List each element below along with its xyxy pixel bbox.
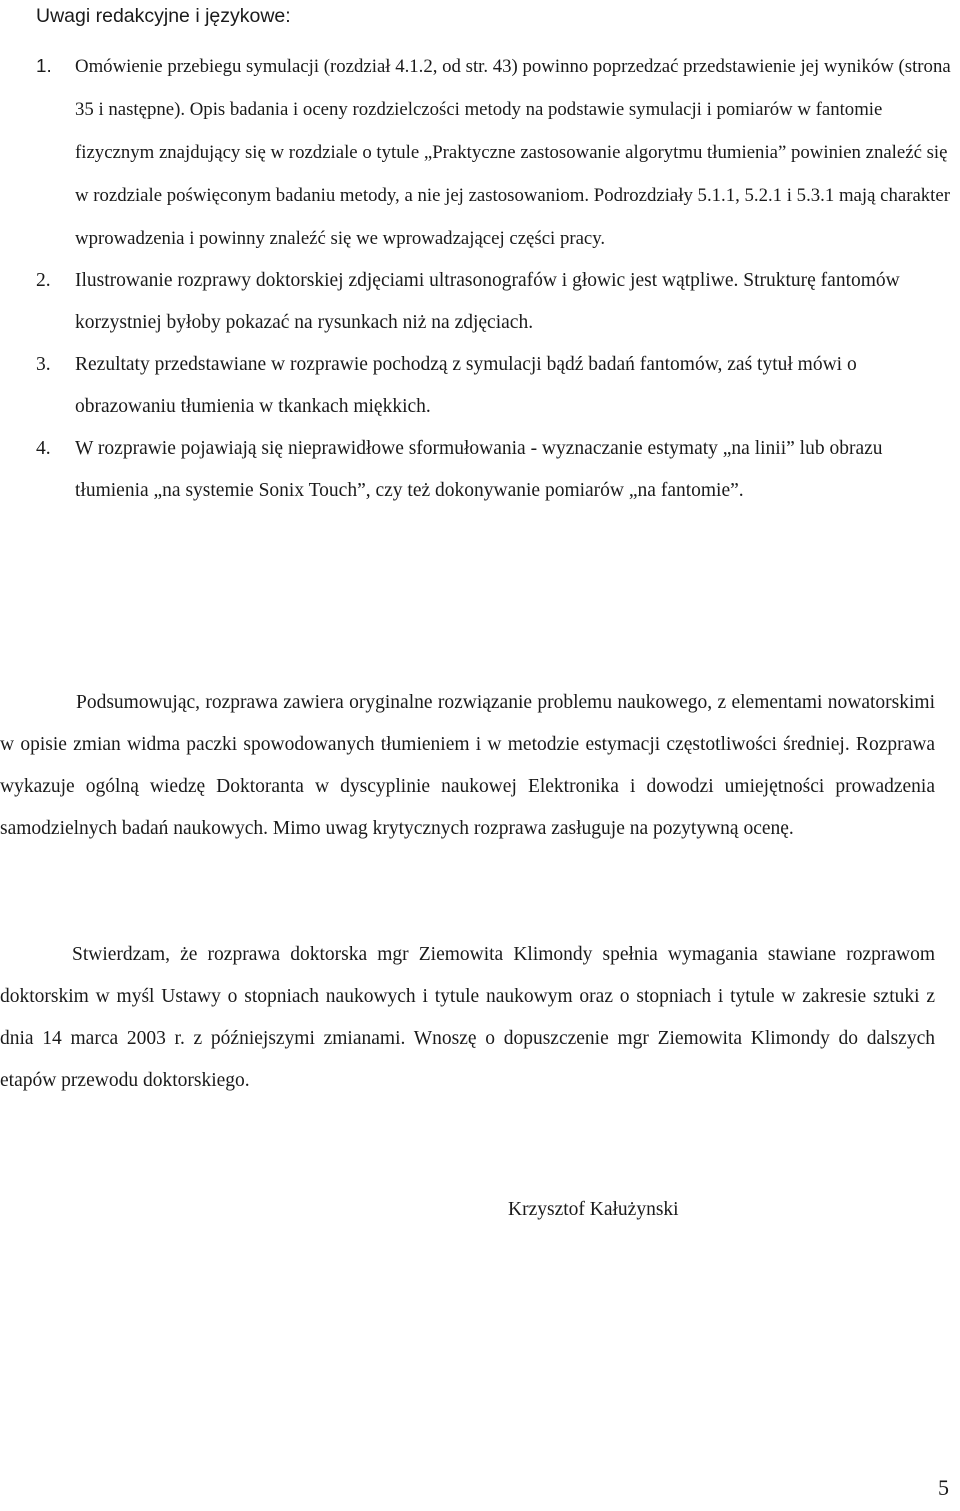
- remark-item: [36, 344, 951, 428]
- remark-number: 1.: [36, 55, 52, 76]
- remark-number: 4.: [36, 438, 51, 459]
- remark-item: [36, 260, 951, 344]
- remarks-list: [36, 45, 951, 512]
- remark-item: [36, 45, 951, 260]
- remark-text: W rozprawie pojawiają się nieprawidłowe sformułowania - wyznaczanie estymaty „na linii” lub obrazu tłumienia „na systemie Sonix Touch”, czy też dokonywanie pomiarów „na fantomie”.: [75, 438, 883, 501]
- summary-paragraph: Podsumowując, rozprawa zawiera oryginalne rozwiązanie problemu naukowego, z elementami nowatorskimi w opisie zmian widma paczki spowodowanych tłumieniem i w metodzie estymacji częstotliwości średniej. Rozprawa wykazuje ogólną wiedzę Doktoranta w dyscyplinie naukowej Elektronika i dowodzi umiejętności prowadzenia samodzielnych badań naukowych. Mimo uwag krytycznych rozprawa zasługuje na pozytywną ocenę.: [0, 692, 935, 839]
- remark-number: 2.: [36, 270, 51, 291]
- remark-text: Ilustrowanie rozprawy doktorskiej zdjęciami ultrasonografów i głowic jest wątpliwe. Strukturę fantomów korzystniej byłoby pokazać na rysunkach niż na zdjęciach.: [75, 270, 900, 333]
- remark-text: Rezultaty przedstawiane w rozprawie pochodzą z symulacji bądź badań fantomów, zaś tytuł mówi o obrazowaniu tłumienia w tkankach miękkich.: [75, 354, 857, 417]
- page-number: 5: [938, 1475, 949, 1500]
- remark-item: [36, 428, 951, 512]
- remark-number: 3.: [36, 354, 51, 375]
- remark-text: Omówienie przebiegu symulacji (rozdział 4.1.2, od str. 43) powinno poprzedzać przedstawienie jej wyników (strona 35 i następne). Opis badania i oceny rozdzielczości metody na podstawie symulacji i pomiarów w fantomie fizycznym znajdujący się w rozdziale o tytule „Praktyczne zastosowanie algorytmu tłumienia” powinien znaleźć się w rozdziale poświęconym badaniu metody, a nie jej zastosowaniom. Podrozdziały 5.1.1, 5.2.1 i 5.3.1 mają charakter wprowadzenia i powinny znaleźć się we wprowadzającej części pracy.: [75, 56, 951, 249]
- remarks-heading: Uwagi redakcyjne i językowe:: [36, 5, 291, 27]
- reviewer-signature: Krzysztof Kałużynski: [508, 1199, 679, 1220]
- statement-paragraph: Stwierdzam, że rozprawa doktorska mgr Ziemowita Klimondy spełnia wymagania stawiane rozprawom doktorskim w myśl Ustawy o stopniach naukowych i tytule naukowym oraz o stopniach i tytule w zakresie sztuki z dnia 14 marca 2003 r. z późniejszymi zmianami. Wnoszę o dopuszczenie mgr Ziemowita Klimondy do dalszych etapów przewodu doktorskiego.: [0, 944, 935, 1091]
